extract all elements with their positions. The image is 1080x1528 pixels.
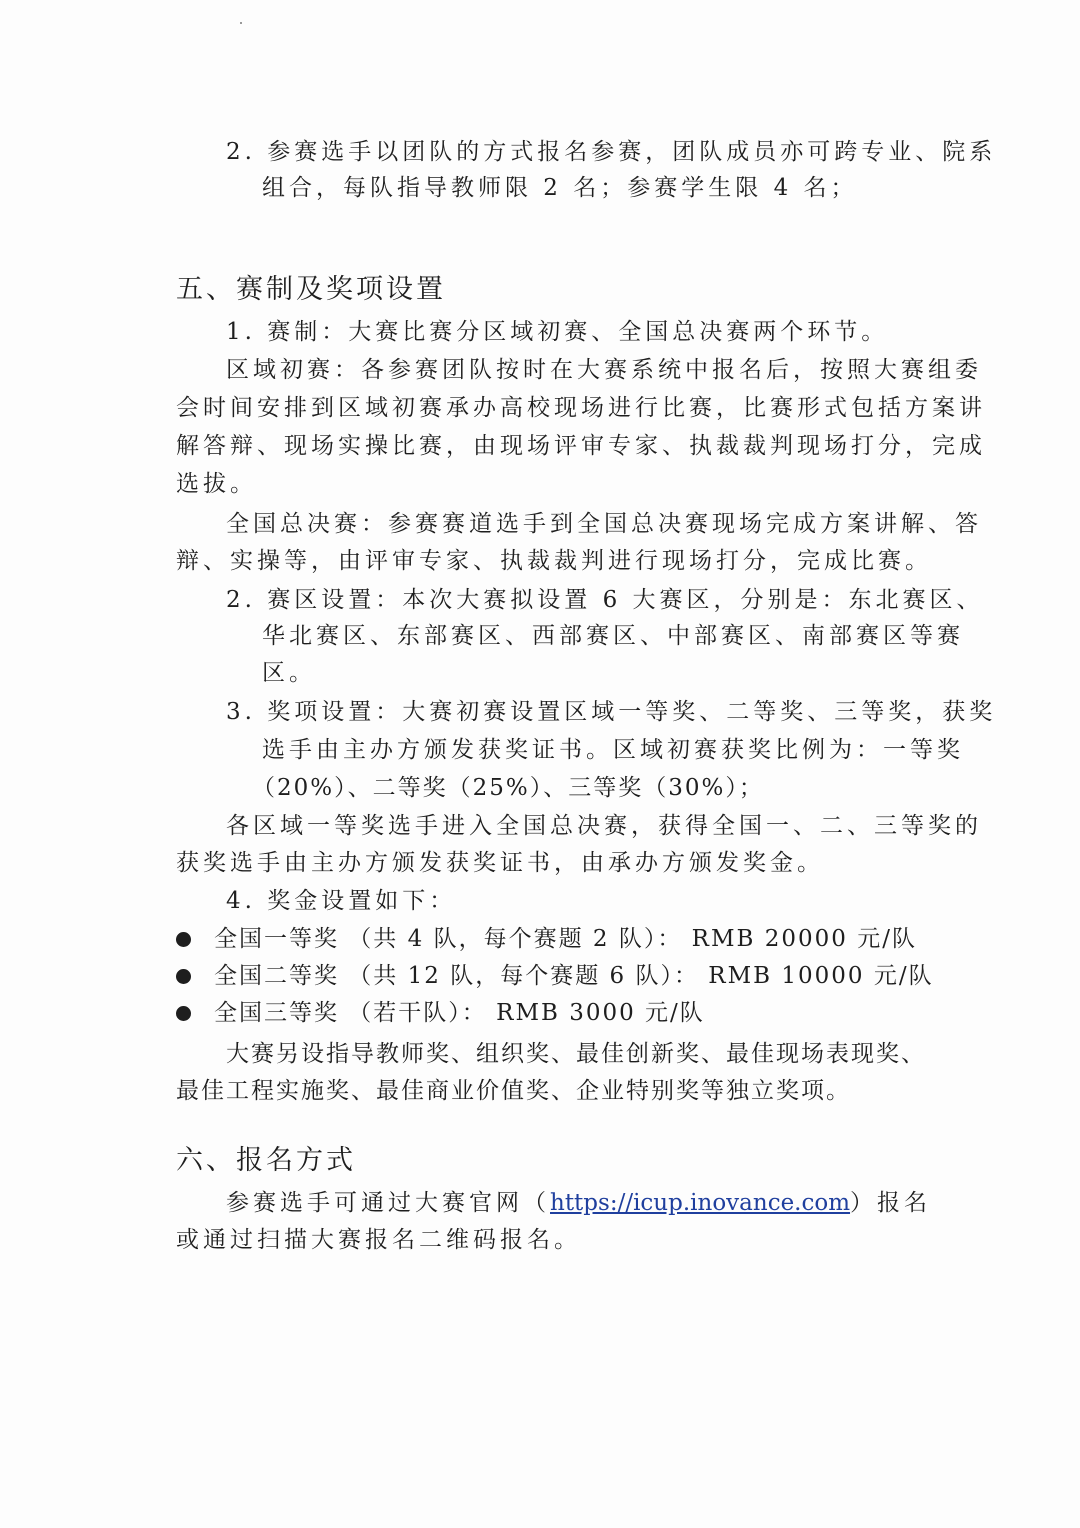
scan-speck xyxy=(240,22,242,24)
paragraph-line: 4. 奖金设置如下： xyxy=(226,888,457,914)
bullet-item: 全国二等奖 （共 12 队，每个赛题 6 队）： RMB 10000 元/队 xyxy=(214,963,934,989)
paragraph-line: 选手由主办方颁发获奖证书。区域初赛获奖比例为：一等奖 xyxy=(262,737,964,763)
bullet-icon xyxy=(176,1006,191,1021)
paragraph-line: 组合，每队指导教师限 2 名；参赛学生限 4 名； xyxy=(262,175,858,201)
bullet-icon xyxy=(176,932,191,947)
paragraph-line: 区域初赛：各参赛团队按时在大赛系统中报名后，按照大赛组委 xyxy=(226,357,982,383)
paragraph-line: 各区域一等奖选手进入全国总决赛，获得全国一、二、三等奖的 xyxy=(226,813,982,839)
bullet-icon xyxy=(176,969,191,984)
paragraph-line: 或通过扫描大赛报名二维码报名。 xyxy=(176,1227,581,1253)
paragraph-line: 解答辩、现场实操比赛，由现场评审专家、执裁裁判现场打分，完成 xyxy=(176,433,986,459)
official-website-link[interactable]: https://icup.inovance.com xyxy=(550,1190,851,1216)
section-heading-6: 六、报名方式 xyxy=(176,1145,356,1176)
paragraph-line: 3. 奖项设置：大赛初赛设置区域一等奖、二等奖、三等奖，获奖 xyxy=(226,699,997,725)
registration-line xyxy=(226,1185,931,1221)
paragraph-line: 选拔。 xyxy=(176,471,257,497)
paragraph-line: 1. 赛制：大赛比赛分区域初赛、全国总决赛两个环节。 xyxy=(226,319,889,345)
paragraph-line: 2. 赛区设置：本次大赛拟设置 6 大赛区，分别是：东北赛区、 xyxy=(226,587,984,613)
paragraph-line: 全国总决赛：参赛赛道选手到全国总决赛现场完成方案讲解、答 xyxy=(226,511,982,537)
bullet-item: 全国三等奖 （若干队）： RMB 3000 元/队 xyxy=(214,1000,705,1026)
section-heading-5: 五、赛制及奖项设置 xyxy=(176,274,446,305)
paragraph-line: 会时间安排到区域初赛承办高校现场进行比赛，比赛形式包括方案讲 xyxy=(176,395,986,421)
bullet-item: 全国一等奖 （共 4 队，每个赛题 2 队）： RMB 20000 元/队 xyxy=(214,926,917,952)
paragraph-line: 最佳工程实施奖、最佳商业价值奖、企业特别奖等独立奖项。 xyxy=(176,1078,851,1104)
paragraph-line: 辩、实操等，由评审专家、执裁裁判进行现场打分，完成比赛。 xyxy=(176,548,932,574)
registration-text-before: 参赛选手可通过大赛官网（ xyxy=(226,1190,550,1216)
registration-text-after: ）报名 xyxy=(850,1190,932,1216)
paragraph-line: 2. 参赛选手以团队的方式报名参赛，团队成员亦可跨专业、院系 xyxy=(226,139,997,165)
paragraph-line: 区。 xyxy=(262,660,316,686)
paragraph-line: （20%）、二等奖（25%）、三等奖（30%）； xyxy=(252,775,764,801)
paragraph-line: 获奖选手由主办方颁发获奖证书，由承办方颁发奖金。 xyxy=(176,850,824,876)
paragraph-line: 大赛另设指导教师奖、组织奖、最佳创新奖、最佳现场表现奖、 xyxy=(226,1041,926,1067)
paragraph-line: 华北赛区、东部赛区、西部赛区、中部赛区、南部赛区等赛 xyxy=(262,623,964,649)
